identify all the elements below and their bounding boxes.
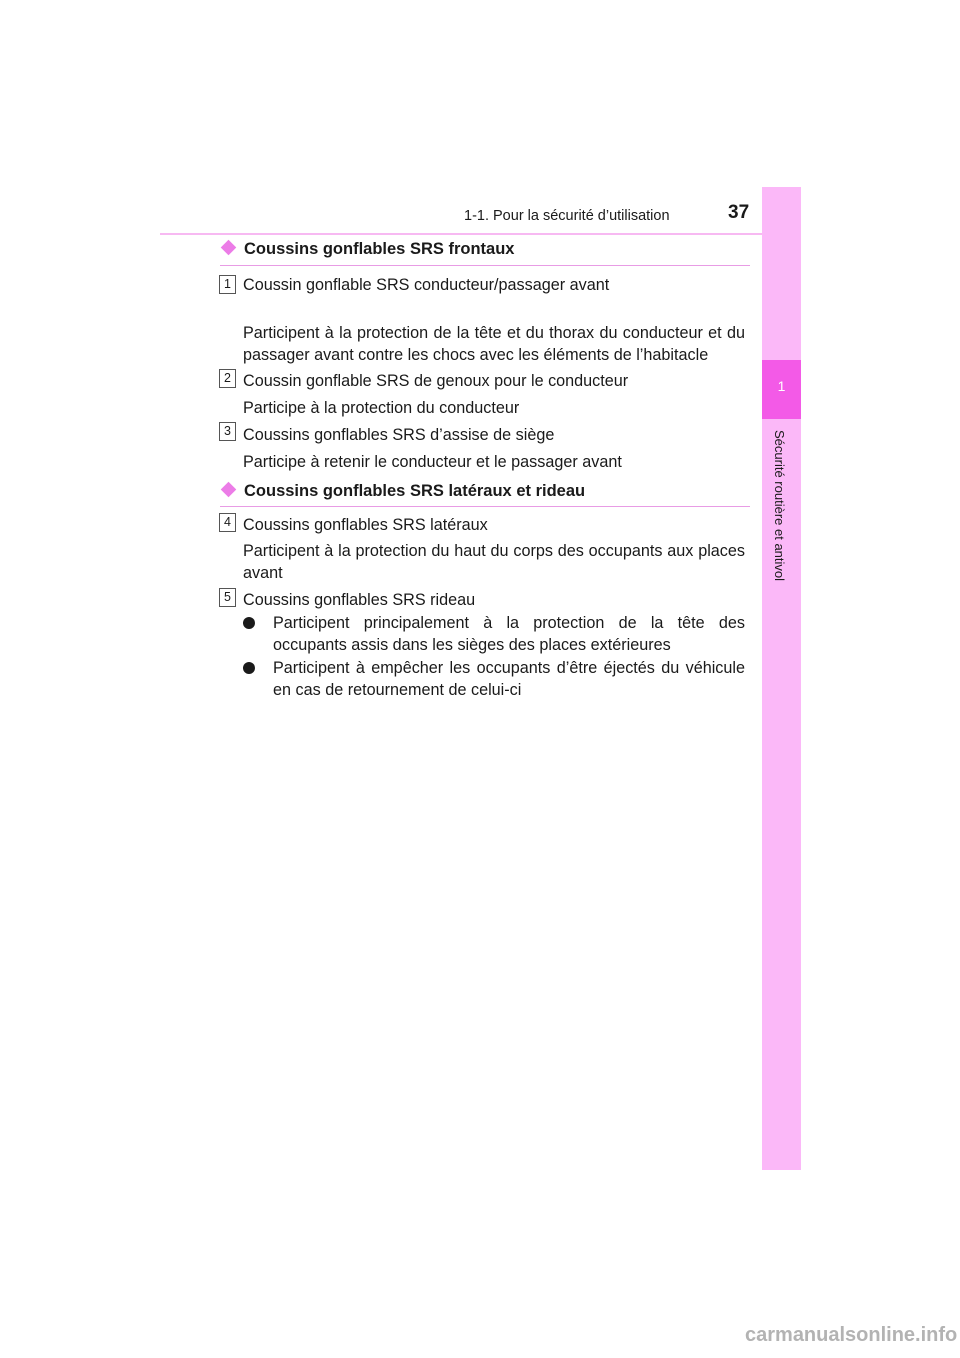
section-divider xyxy=(220,265,750,266)
side-band xyxy=(762,187,801,1170)
item-description: Participe à retenir le conducteur et le passager avant xyxy=(243,453,622,471)
section-heading-lateral xyxy=(220,482,585,501)
section-divider xyxy=(220,506,750,507)
bullet-item xyxy=(243,612,745,656)
bullet-text: Participent à empêcher les occupants d’être éjectés du véhicule en cas de retournement de celui-ci xyxy=(273,659,745,699)
item-number-badge: 5 xyxy=(219,588,236,607)
diamond-icon xyxy=(221,482,237,498)
item-number-badge: 4 xyxy=(219,513,236,532)
header-divider xyxy=(160,233,800,235)
chapter-number: 1 xyxy=(777,378,786,394)
bullet-item xyxy=(243,657,745,701)
item-title: Coussin gonflable SRS de genoux pour le conducteur xyxy=(243,372,629,390)
section-heading-text: Coussins gonflables SRS frontaux xyxy=(244,240,515,258)
item-title: Coussins gonflables SRS rideau xyxy=(243,591,476,609)
diamond-icon xyxy=(221,240,237,256)
page-number: 37 xyxy=(728,202,750,223)
item-number-badge: 2 xyxy=(219,369,236,388)
item-number-badge: 3 xyxy=(219,422,236,441)
bullet-icon xyxy=(243,662,255,674)
chapter-label: Sécurité routière et antivol xyxy=(772,430,787,582)
item-number-badge: 1 xyxy=(219,275,236,294)
watermark: carmanualsonline.info xyxy=(745,1324,958,1346)
item-description: Participe à la protection du conducteur xyxy=(243,399,520,417)
header-title: 1-1. Pour la sécurité d’utilisation xyxy=(464,208,670,224)
section-heading-text: Coussins gonflables SRS latéraux et rideau xyxy=(244,482,586,500)
item-title: Coussins gonflables SRS d’assise de siège xyxy=(243,426,555,444)
bullet-text: Participent principalement à la protection de la tête des occupants assis dans les sièges des places extérieures xyxy=(273,614,745,654)
section-heading-frontal xyxy=(220,240,514,259)
bullet-icon xyxy=(243,617,255,629)
item-description: Participent à la protection de la tête et du thorax du conducteur et du passager avant contre les chocs avec les éléments de l’habitacle xyxy=(243,324,745,364)
item-title: Coussins gonflables SRS latéraux xyxy=(243,516,488,534)
item-title: Coussin gonflable SRS conducteur/passager avant xyxy=(243,276,610,294)
item-description: Participent à la protection du haut du corps des occupants aux places avant xyxy=(243,542,745,582)
